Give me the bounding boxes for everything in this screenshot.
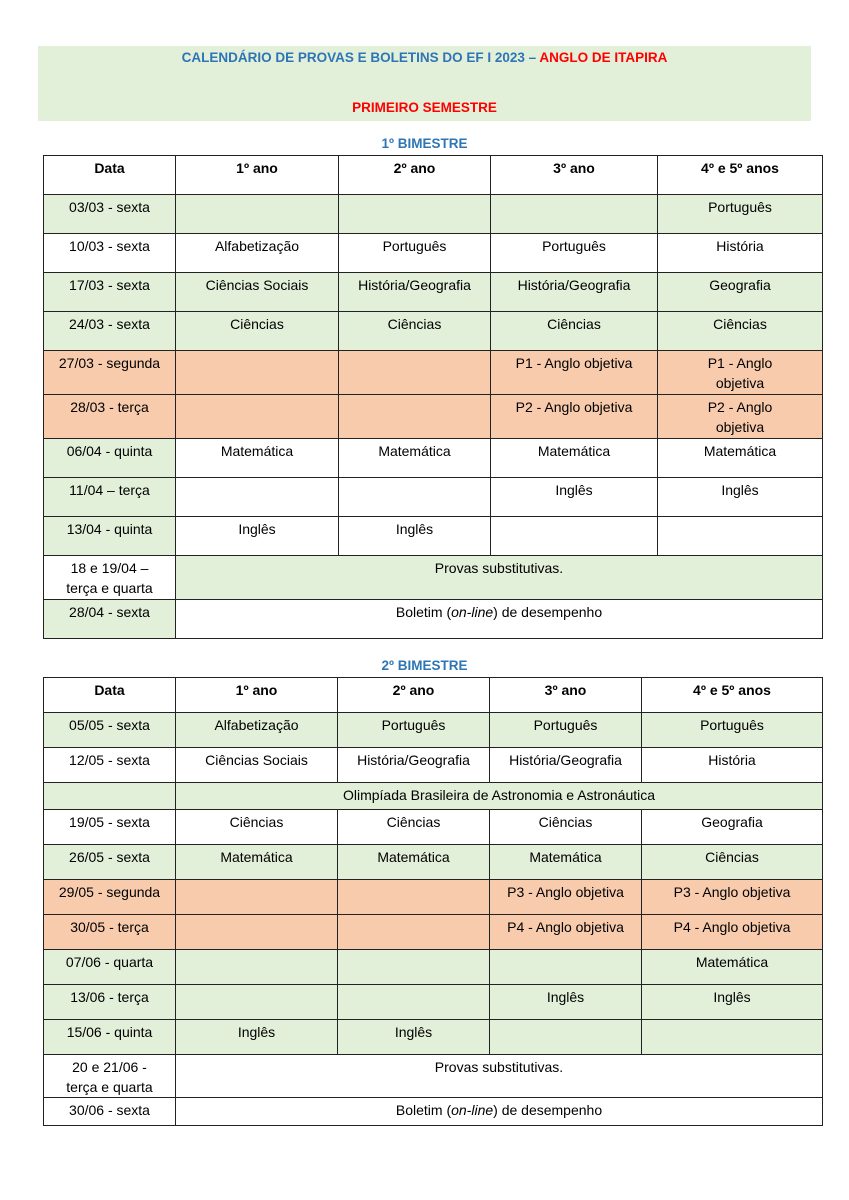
subject-cell: Inglês — [490, 985, 642, 1020]
subject-cell: Geografia — [642, 810, 823, 845]
table-row — [44, 395, 823, 439]
table-header-row — [44, 678, 823, 713]
subject-cell: P3 - Anglo objetiva — [490, 880, 642, 915]
header-cell: Data — [44, 156, 176, 195]
table-row — [44, 950, 823, 985]
date-cell: 26/05 - sexta — [44, 845, 176, 880]
header-cell: 4º e 5º anos — [642, 678, 823, 713]
subject-cell: História/Geografia — [338, 748, 490, 783]
subject-cell — [176, 880, 338, 915]
subject-cell: Português — [642, 713, 823, 748]
subject-cell — [339, 195, 491, 234]
subject-cell — [490, 950, 642, 985]
subject-cell: P4 - Anglo objetiva — [490, 915, 642, 950]
subject-cell: Inglês — [176, 517, 339, 556]
header-cell: 3º ano — [491, 156, 658, 195]
subject-cell — [176, 915, 338, 950]
table-row — [44, 1020, 823, 1055]
subject-cell: Inglês — [176, 1020, 338, 1055]
bimester-1-title: 1º BIMESTRE — [381, 136, 468, 151]
date-cell: 05/05 - sexta — [44, 713, 176, 748]
subject-cell — [491, 517, 658, 556]
date-cell: 27/03 - segunda — [44, 351, 176, 395]
subject-cell — [339, 395, 491, 439]
table-row — [44, 915, 823, 950]
subject-cell: Matemática — [491, 439, 658, 478]
subject-cell: P2 - Anglo objetiva — [491, 395, 658, 439]
date-cell: 20 e 21/06 - terça e quarta — [44, 1055, 176, 1098]
substitutivas-cell: Provas substitutivas. — [176, 1055, 823, 1098]
subject-cell: Inglês — [338, 1020, 490, 1055]
subject-cell: História/Geografia — [491, 273, 658, 312]
subject-cell: Português — [490, 713, 642, 748]
school-name: ANGLO DE ITAPIRA — [539, 50, 668, 65]
table-row-olympiad — [44, 783, 823, 810]
bimester-2-title: 2º BIMESTRE — [381, 658, 468, 673]
header-cell: 2º ano — [338, 678, 490, 713]
subject-cell: Ciências — [339, 312, 491, 351]
header-cell: 4º e 5º anos — [658, 156, 823, 195]
date-cell: 18 e 19/04 – terça e quarta — [44, 556, 176, 600]
subject-cell — [338, 985, 490, 1020]
date-cell: 30/06 - sexta — [44, 1098, 176, 1126]
subject-cell — [338, 950, 490, 985]
boletim-cell — [176, 1098, 823, 1126]
boletim-online: on-line — [451, 604, 494, 620]
subject-cell: P1 - Anglo objetiva — [491, 351, 658, 395]
date-cell: 12/05 - sexta — [44, 748, 176, 783]
boletim-text: ) de desempenho — [493, 1102, 603, 1118]
subject-cell — [176, 351, 339, 395]
subject-cell — [491, 195, 658, 234]
subject-cell: P2 - Anglo objetiva — [658, 395, 823, 439]
table-row — [44, 748, 823, 783]
title-main: CALENDÁRIO DE PROVAS E BOLETINS DO EF I 2023 – — [181, 50, 540, 65]
subject-cell: Português — [491, 234, 658, 273]
subject-cell: História/Geografia — [490, 748, 642, 783]
table-row — [44, 195, 823, 234]
header-cell: 2º ano — [339, 156, 491, 195]
subject-cell: Matemática — [490, 845, 642, 880]
table-header-row — [44, 156, 823, 195]
date-cell: 15/06 - quinta — [44, 1020, 176, 1055]
date-cell — [44, 783, 176, 810]
subject-cell: Alfabetização — [176, 713, 338, 748]
subject-cell — [338, 915, 490, 950]
header-cell: 1º ano — [176, 156, 339, 195]
subject-cell: Português — [339, 234, 491, 273]
table-row — [44, 234, 823, 273]
subject-cell: Ciências — [491, 312, 658, 351]
subject-cell — [176, 985, 338, 1020]
subject-cell: Ciências Sociais — [176, 748, 338, 783]
date-cell: 13/06 - terça — [44, 985, 176, 1020]
table-row — [44, 351, 823, 395]
date-cell: 24/03 - sexta — [44, 312, 176, 351]
bimester-1-table — [43, 155, 823, 639]
subject-cell: Matemática — [339, 439, 491, 478]
boletim-cell — [176, 600, 823, 639]
subject-cell — [338, 880, 490, 915]
subject-cell: Inglês — [491, 478, 658, 517]
subject-cell: Matemática — [658, 439, 823, 478]
date-cell: 11/04 – terça — [44, 478, 176, 517]
date-cell: 17/03 - sexta — [44, 273, 176, 312]
table-row — [44, 439, 823, 478]
semester-title: PRIMEIRO SEMESTRE — [352, 100, 497, 115]
subject-cell — [176, 950, 338, 985]
subject-cell: História — [658, 234, 823, 273]
subject-cell — [176, 195, 339, 234]
boletim-text: ) de desempenho — [493, 604, 603, 620]
subject-cell: P1 - Anglo objetiva — [658, 351, 823, 395]
table-row — [44, 713, 823, 748]
date-cell: 28/04 - sexta — [44, 600, 176, 639]
date-cell: 29/05 - segunda — [44, 880, 176, 915]
subject-cell: Geografia — [658, 273, 823, 312]
table-row-substitutivas — [44, 1055, 823, 1098]
substitutivas-cell: Provas substitutivas. — [176, 556, 823, 600]
table-row-substitutivas — [44, 556, 823, 600]
boletim-text: Boletim ( — [395, 604, 452, 620]
subject-cell — [658, 517, 823, 556]
subject-cell: Ciências — [658, 312, 823, 351]
subject-cell: Português — [338, 713, 490, 748]
boletim-online: on-line — [451, 1102, 494, 1118]
header-cell: 1º ano — [176, 678, 338, 713]
subject-cell: Inglês — [339, 517, 491, 556]
table-row-boletim — [44, 1098, 823, 1126]
table-row — [44, 810, 823, 845]
date-cell: 06/04 - quinta — [44, 439, 176, 478]
subject-cell — [339, 478, 491, 517]
subject-cell — [176, 478, 339, 517]
subject-cell: História — [642, 748, 823, 783]
table-row-boletim — [44, 600, 823, 639]
subject-cell — [339, 351, 491, 395]
subject-cell: Matemática — [338, 845, 490, 880]
document-title — [38, 50, 811, 65]
subject-cell: Alfabetização — [176, 234, 339, 273]
subject-cell: P3 - Anglo objetiva — [642, 880, 823, 915]
subject-cell: Ciências — [176, 312, 339, 351]
date-cell: 30/05 - terça — [44, 915, 176, 950]
document-header — [38, 46, 811, 121]
subject-cell: Ciências — [490, 810, 642, 845]
subject-cell: Matemática — [642, 950, 823, 985]
boletim-text: Boletim ( — [395, 1102, 452, 1118]
subject-cell: Inglês — [642, 985, 823, 1020]
date-cell: 07/06 - quarta — [44, 950, 176, 985]
table-row — [44, 273, 823, 312]
subject-cell: Inglês — [658, 478, 823, 517]
subject-cell — [176, 395, 339, 439]
table-row — [44, 517, 823, 556]
subject-cell: Ciências — [642, 845, 823, 880]
date-cell: 28/03 - terça — [44, 395, 176, 439]
subject-cell — [642, 1020, 823, 1055]
bimester-2-table — [43, 677, 823, 1126]
subject-cell: Ciências Sociais — [176, 273, 339, 312]
table-row — [44, 845, 823, 880]
date-cell: 13/04 - quinta — [44, 517, 176, 556]
date-cell: 19/05 - sexta — [44, 810, 176, 845]
olympiad-cell: Olimpíada Brasileira de Astronomia e Astronáutica — [176, 783, 823, 810]
table-row — [44, 312, 823, 351]
subject-cell: História/Geografia — [339, 273, 491, 312]
subject-cell: Português — [658, 195, 823, 234]
table-row — [44, 985, 823, 1020]
date-cell: 03/03 - sexta — [44, 195, 176, 234]
subject-cell: Matemática — [176, 439, 339, 478]
header-cell: 3º ano — [490, 678, 642, 713]
table-row — [44, 478, 823, 517]
subject-cell: Matemática — [176, 845, 338, 880]
header-cell: Data — [44, 678, 176, 713]
subject-cell — [490, 1020, 642, 1055]
date-cell: 10/03 - sexta — [44, 234, 176, 273]
subject-cell: Ciências — [338, 810, 490, 845]
subject-cell: P4 - Anglo objetiva — [642, 915, 823, 950]
table-row — [44, 880, 823, 915]
subject-cell: Ciências — [176, 810, 338, 845]
